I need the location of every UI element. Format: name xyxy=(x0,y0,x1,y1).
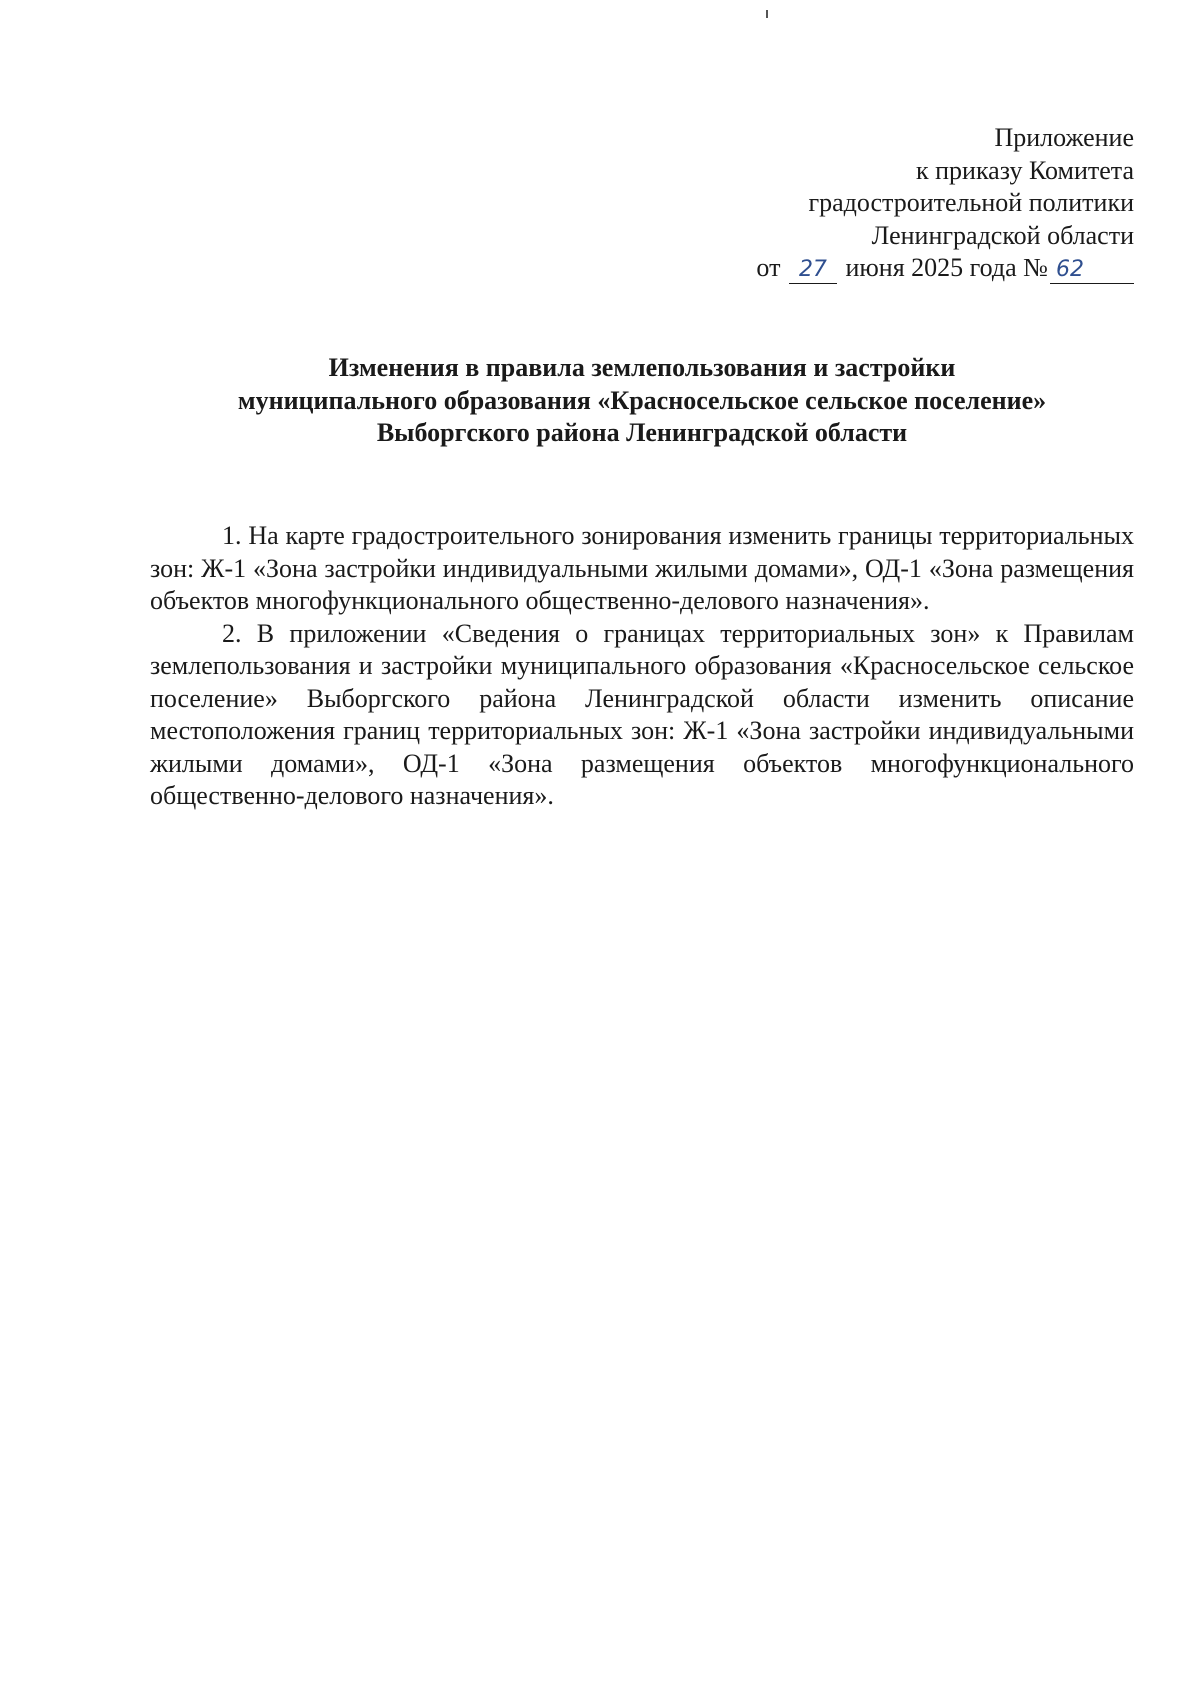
paragraph-2: 2. В приложении «Сведения о границах территориальных зон» к Правилам землепользования и застройки муниципального образования «Красносельское сельское поселение» Выборгского района Ленинградской области изменить описание местоположения границ территориальных зон: Ж-1 «Зона застройки индивидуальными жилыми домами», ОД-1 «Зона размещения объектов многофункционального общественно-делового назначения». xyxy=(150,618,1134,810)
handwritten-order-number: 62 xyxy=(1050,257,1134,284)
title-line-3: Выборгского района Ленинградской области xyxy=(376,418,908,447)
date-prefix: от xyxy=(756,253,781,282)
appendix-committee: градостроительной политики xyxy=(808,188,1134,217)
title-line-2: муниципального образования «Красносельское сельское поселение» xyxy=(237,385,1047,415)
handwritten-day: 27 xyxy=(789,257,837,284)
document-title xyxy=(150,352,1134,450)
appendix-date-line xyxy=(756,252,1134,285)
scan-artifact-mark xyxy=(766,10,768,18)
paragraph-1: 1. На карте градостроительного зонирования изменить границы территориальных зон: Ж-1 «Зона застройки индивидуальными жилыми домами», ОД-1 «Зона размещения объектов многофункционального общественно-делового назначения». xyxy=(150,521,1134,615)
appendix-order-ref: к приказу Комитета xyxy=(915,155,1134,185)
appendix-header xyxy=(756,122,1134,285)
date-rest: июня 2025 года № xyxy=(845,253,1048,282)
appendix-label: Приложение xyxy=(994,123,1134,152)
document-body xyxy=(150,520,1134,813)
title-line-1: Изменения в правила землепользования и застройки xyxy=(328,353,956,382)
appendix-region: Ленинградской области xyxy=(871,220,1134,250)
